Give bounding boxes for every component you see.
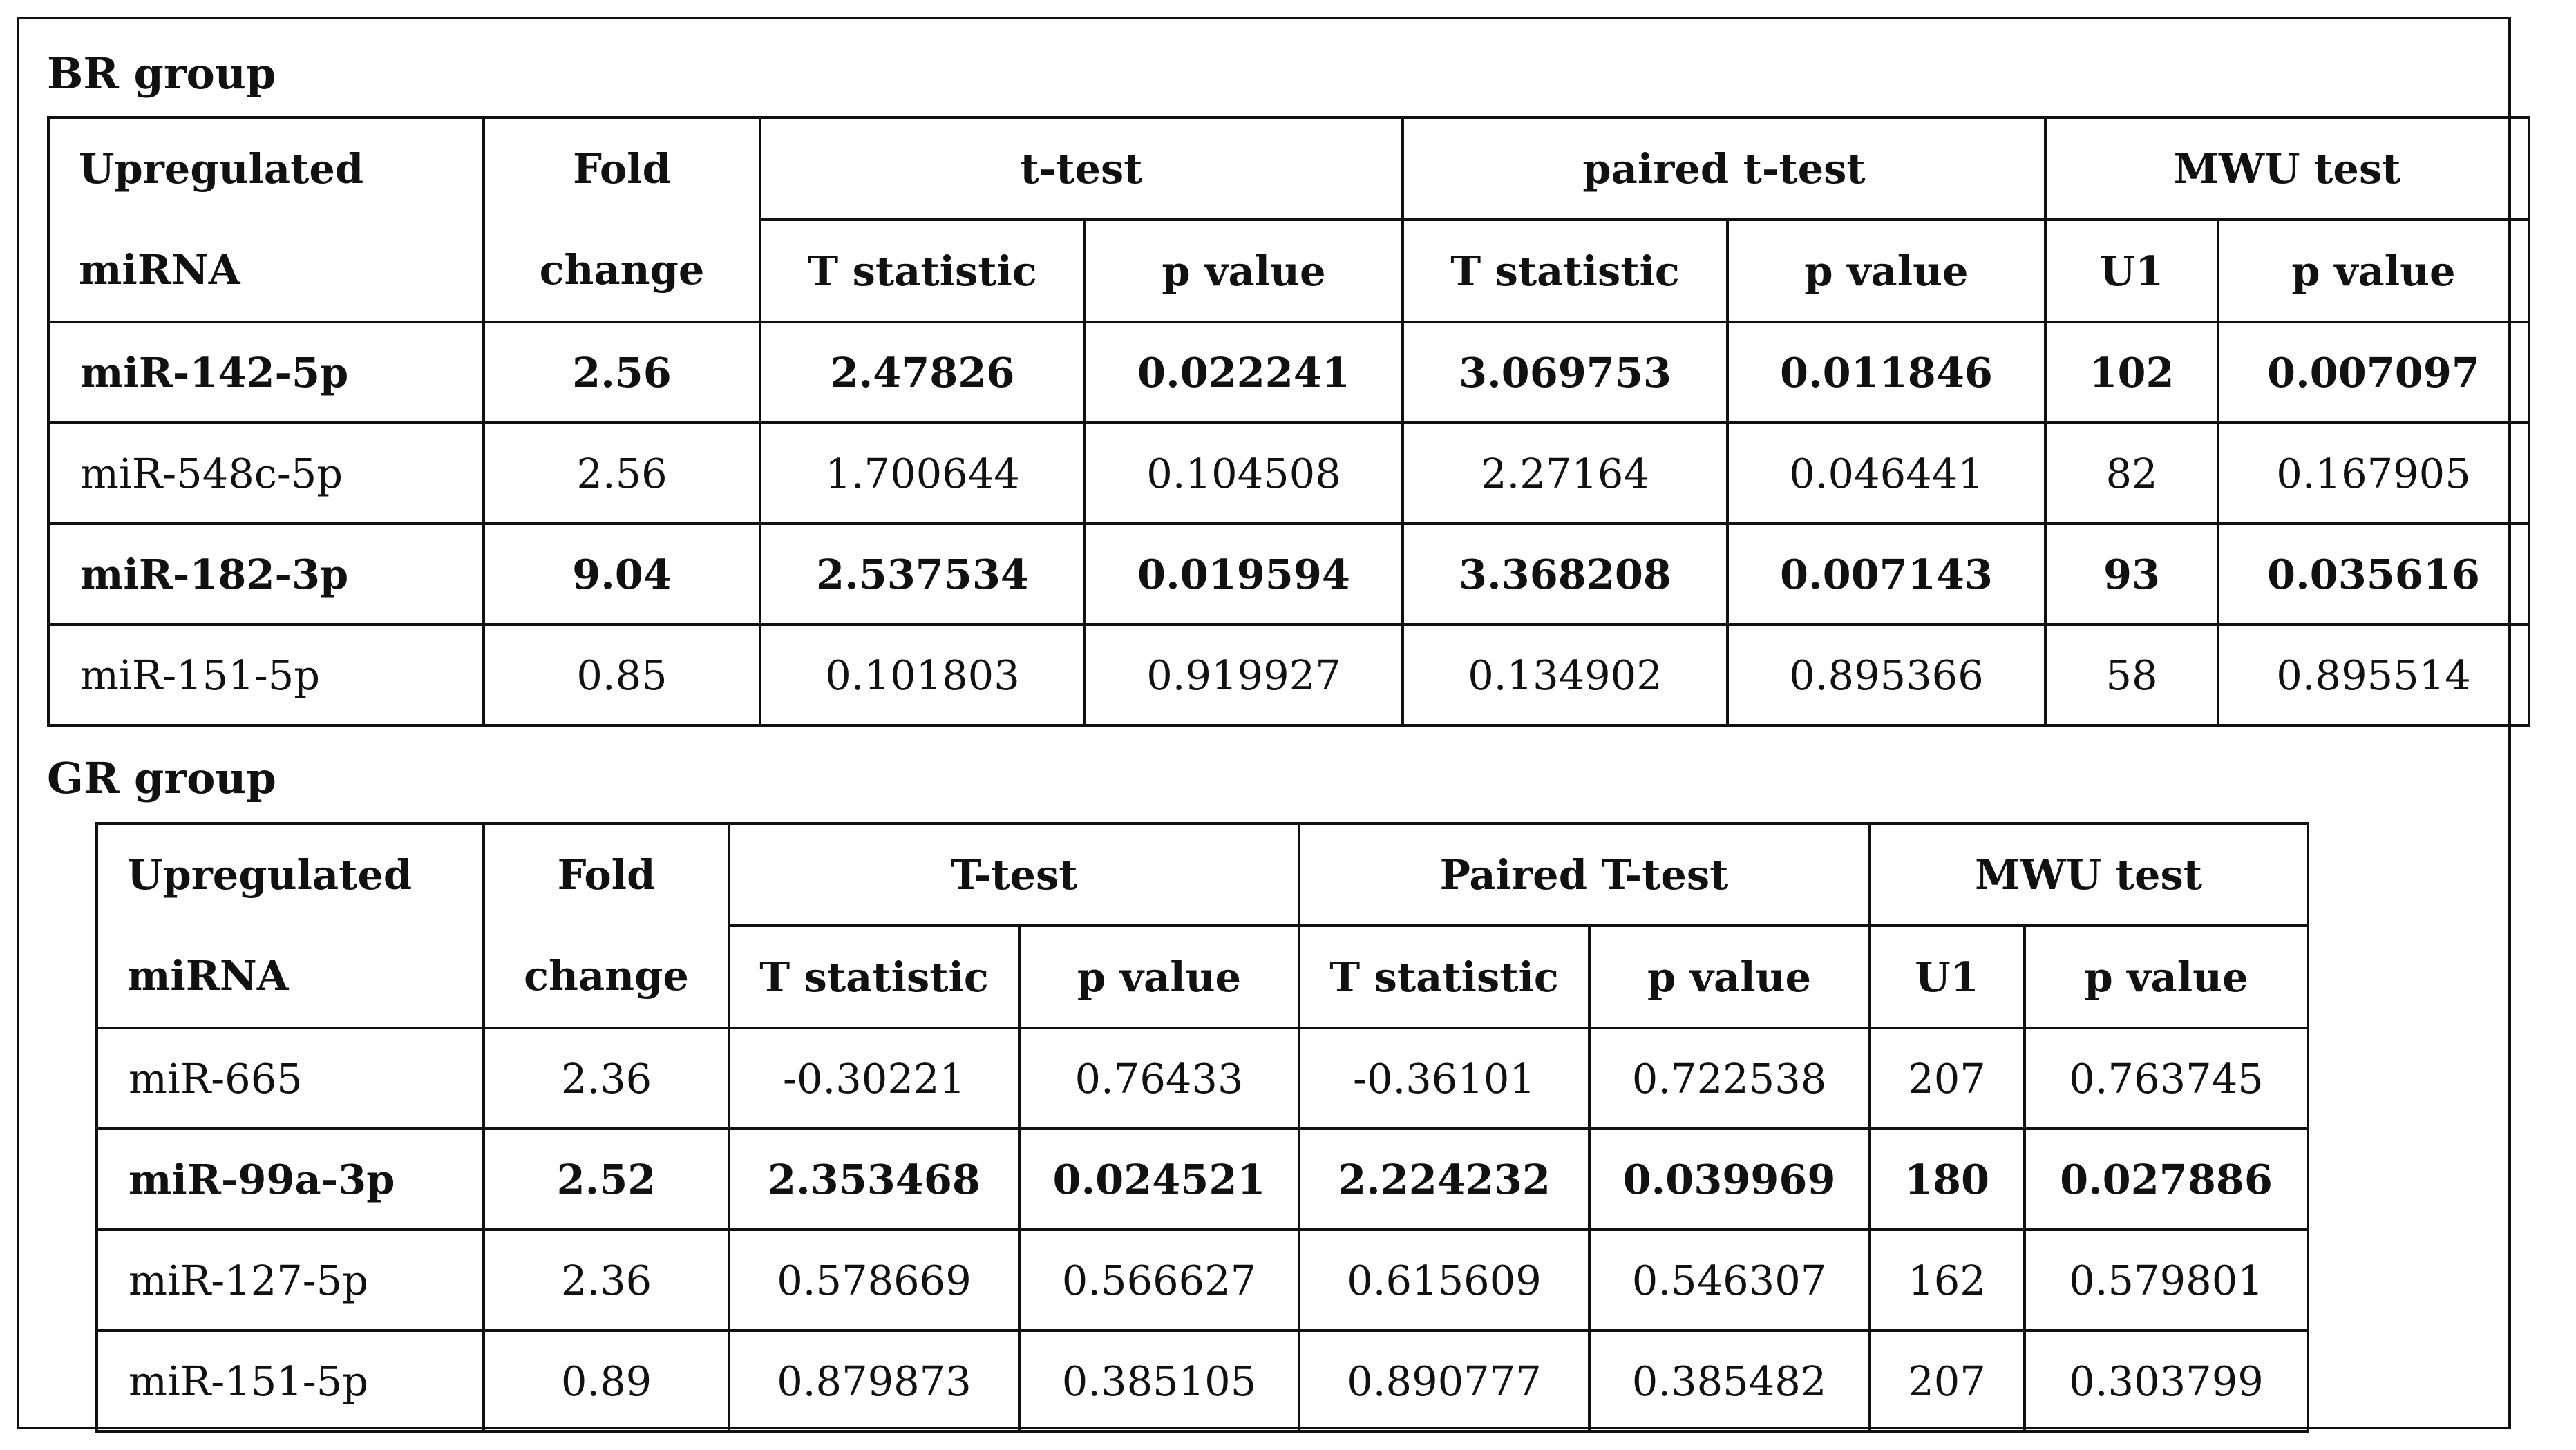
- table-cell: 9.04: [484, 524, 760, 624]
- table-cell: 0.895366: [1727, 624, 2045, 725]
- gr-header-mwu-test: MWU test: [1869, 823, 2308, 926]
- table-cell: 0.101803: [760, 624, 1085, 725]
- gr-group-title: GR group: [47, 753, 276, 803]
- gr-header-mirna-line1: Upregulated: [127, 851, 413, 899]
- table-cell: 3.368208: [1403, 524, 1727, 624]
- gr-header-t-test: T-test: [729, 823, 1299, 926]
- table-cell: 2.36: [484, 1230, 729, 1330]
- table-cell: 93: [2045, 524, 2218, 624]
- br-subheader: U1: [2045, 220, 2218, 322]
- table-cell: 0.024521: [1019, 1129, 1299, 1230]
- table-cell: 0.578669: [729, 1230, 1019, 1330]
- table-cell: 0.039969: [1589, 1129, 1869, 1230]
- table-cell: 0.763745: [2025, 1028, 2308, 1129]
- table-cell: 0.546307: [1589, 1230, 1869, 1330]
- table-row: [97, 1230, 2308, 1330]
- table-cell: 2.36: [484, 1028, 729, 1129]
- table-row: [97, 1330, 2308, 1431]
- table-cell: 0.615609: [1299, 1230, 1589, 1330]
- table-cell: 0.046441: [1727, 423, 2045, 524]
- table-cell: miR-151-5p: [97, 1330, 484, 1431]
- table-cell: 0.890777: [1299, 1330, 1589, 1431]
- table-cell: 207: [1869, 1330, 2025, 1431]
- gr-subheader: p value: [1019, 926, 1299, 1028]
- table-cell: 2.27164: [1403, 423, 1727, 524]
- gr-header-fold-change: [484, 823, 729, 1028]
- table-cell: 82: [2045, 423, 2218, 524]
- gr-header-fold-line1: Fold: [557, 851, 656, 899]
- br-subheader: p value: [1085, 220, 1403, 322]
- table-row: [97, 1028, 2308, 1129]
- table-row: [48, 624, 2529, 725]
- br-header-fold-line2: change: [539, 246, 705, 294]
- gr-subheader: T statistic: [729, 926, 1019, 1028]
- table-row: [97, 1129, 2308, 1230]
- table-cell: 0.019594: [1085, 524, 1403, 624]
- table-cell: 0.89: [484, 1330, 729, 1431]
- table-cell: miR-151-5p: [48, 624, 484, 725]
- table-cell: 2.224232: [1299, 1129, 1589, 1230]
- table-cell: 2.56: [484, 322, 760, 423]
- gr-header-mirna-line2: miRNA: [127, 952, 289, 1000]
- br-group-title: BR group: [47, 48, 276, 99]
- br-header-mirna-line2: miRNA: [79, 246, 240, 294]
- table-cell: 207: [1869, 1028, 2025, 1129]
- table-cell: 0.167905: [2218, 423, 2529, 524]
- table-cell: 0.303799: [2025, 1330, 2308, 1431]
- table-cell: miR-99a-3p: [97, 1129, 484, 1230]
- table-cell: 0.385105: [1019, 1330, 1299, 1431]
- table-cell: 0.027886: [2025, 1129, 2308, 1230]
- gr-subheader: T statistic: [1299, 926, 1589, 1028]
- table-cell: 180: [1869, 1129, 2025, 1230]
- table-cell: 0.134902: [1403, 624, 1727, 725]
- table-cell: 0.007143: [1727, 524, 2045, 624]
- table-cell: 0.579801: [2025, 1230, 2308, 1330]
- table-cell: 1.700644: [760, 423, 1085, 524]
- table-cell: 2.537534: [760, 524, 1085, 624]
- table-cell: 0.011846: [1727, 322, 2045, 423]
- table-cell: 2.56: [484, 423, 760, 524]
- table-cell: -0.36101: [1299, 1028, 1589, 1129]
- br-subheader: p value: [1727, 220, 2045, 322]
- table-cell: -0.30221: [729, 1028, 1019, 1129]
- br-header-t-test: t-test: [760, 117, 1403, 220]
- br-table: [47, 116, 2530, 727]
- gr-subheader: p value: [2025, 926, 2308, 1028]
- table-cell: miR-142-5p: [48, 322, 484, 423]
- table-row: [48, 524, 2529, 624]
- br-header-fold-line1: Fold: [573, 145, 671, 193]
- table-cell: 2.353468: [729, 1129, 1019, 1230]
- gr-subheader: U1: [1869, 926, 2025, 1028]
- table-cell: 162: [1869, 1230, 2025, 1330]
- gr-header-paired-t-test: Paired T-test: [1299, 823, 1869, 926]
- br-subheader: T statistic: [760, 220, 1085, 322]
- table-cell: 58: [2045, 624, 2218, 725]
- table-cell: miR-548c-5p: [48, 423, 484, 524]
- table-cell: 102: [2045, 322, 2218, 423]
- br-subheader: T statistic: [1403, 220, 1727, 322]
- gr-header-fold-line2: change: [524, 952, 689, 1000]
- br-header-mwu-test: MWU test: [2045, 117, 2529, 220]
- br-header-mirna: [48, 117, 484, 322]
- table-cell: 3.069753: [1403, 322, 1727, 423]
- gr-table: [95, 822, 2309, 1433]
- table-row: [48, 322, 2529, 423]
- table-cell: 0.879873: [729, 1330, 1019, 1431]
- table-cell: 0.385482: [1589, 1330, 1869, 1431]
- gr-header-mirna: [97, 823, 484, 1028]
- br-header-fold-change: [484, 117, 760, 322]
- table-cell: 0.76433: [1019, 1028, 1299, 1129]
- table-cell: 0.566627: [1019, 1230, 1299, 1330]
- br-header-mirna-line1: Upregulated: [79, 145, 364, 193]
- table-cell: miR-665: [97, 1028, 484, 1129]
- table-cell: 0.104508: [1085, 423, 1403, 524]
- table-cell: 0.895514: [2218, 624, 2529, 725]
- gr-subheader: p value: [1589, 926, 1869, 1028]
- table-cell: 0.035616: [2218, 524, 2529, 624]
- table-cell: 0.919927: [1085, 624, 1403, 725]
- table-cell: miR-127-5p: [97, 1230, 484, 1330]
- table-cell: miR-182-3p: [48, 524, 484, 624]
- table-cell: 2.52: [484, 1129, 729, 1230]
- table-cell: 0.722538: [1589, 1028, 1869, 1129]
- table-cell: 0.022241: [1085, 322, 1403, 423]
- table-cell: 0.85: [484, 624, 760, 725]
- br-header-paired-t-test: paired t-test: [1403, 117, 2045, 220]
- table-cell: 0.007097: [2218, 322, 2529, 423]
- br-subheader: p value: [2218, 220, 2529, 322]
- table-row: [48, 423, 2529, 524]
- table-cell: 2.47826: [760, 322, 1085, 423]
